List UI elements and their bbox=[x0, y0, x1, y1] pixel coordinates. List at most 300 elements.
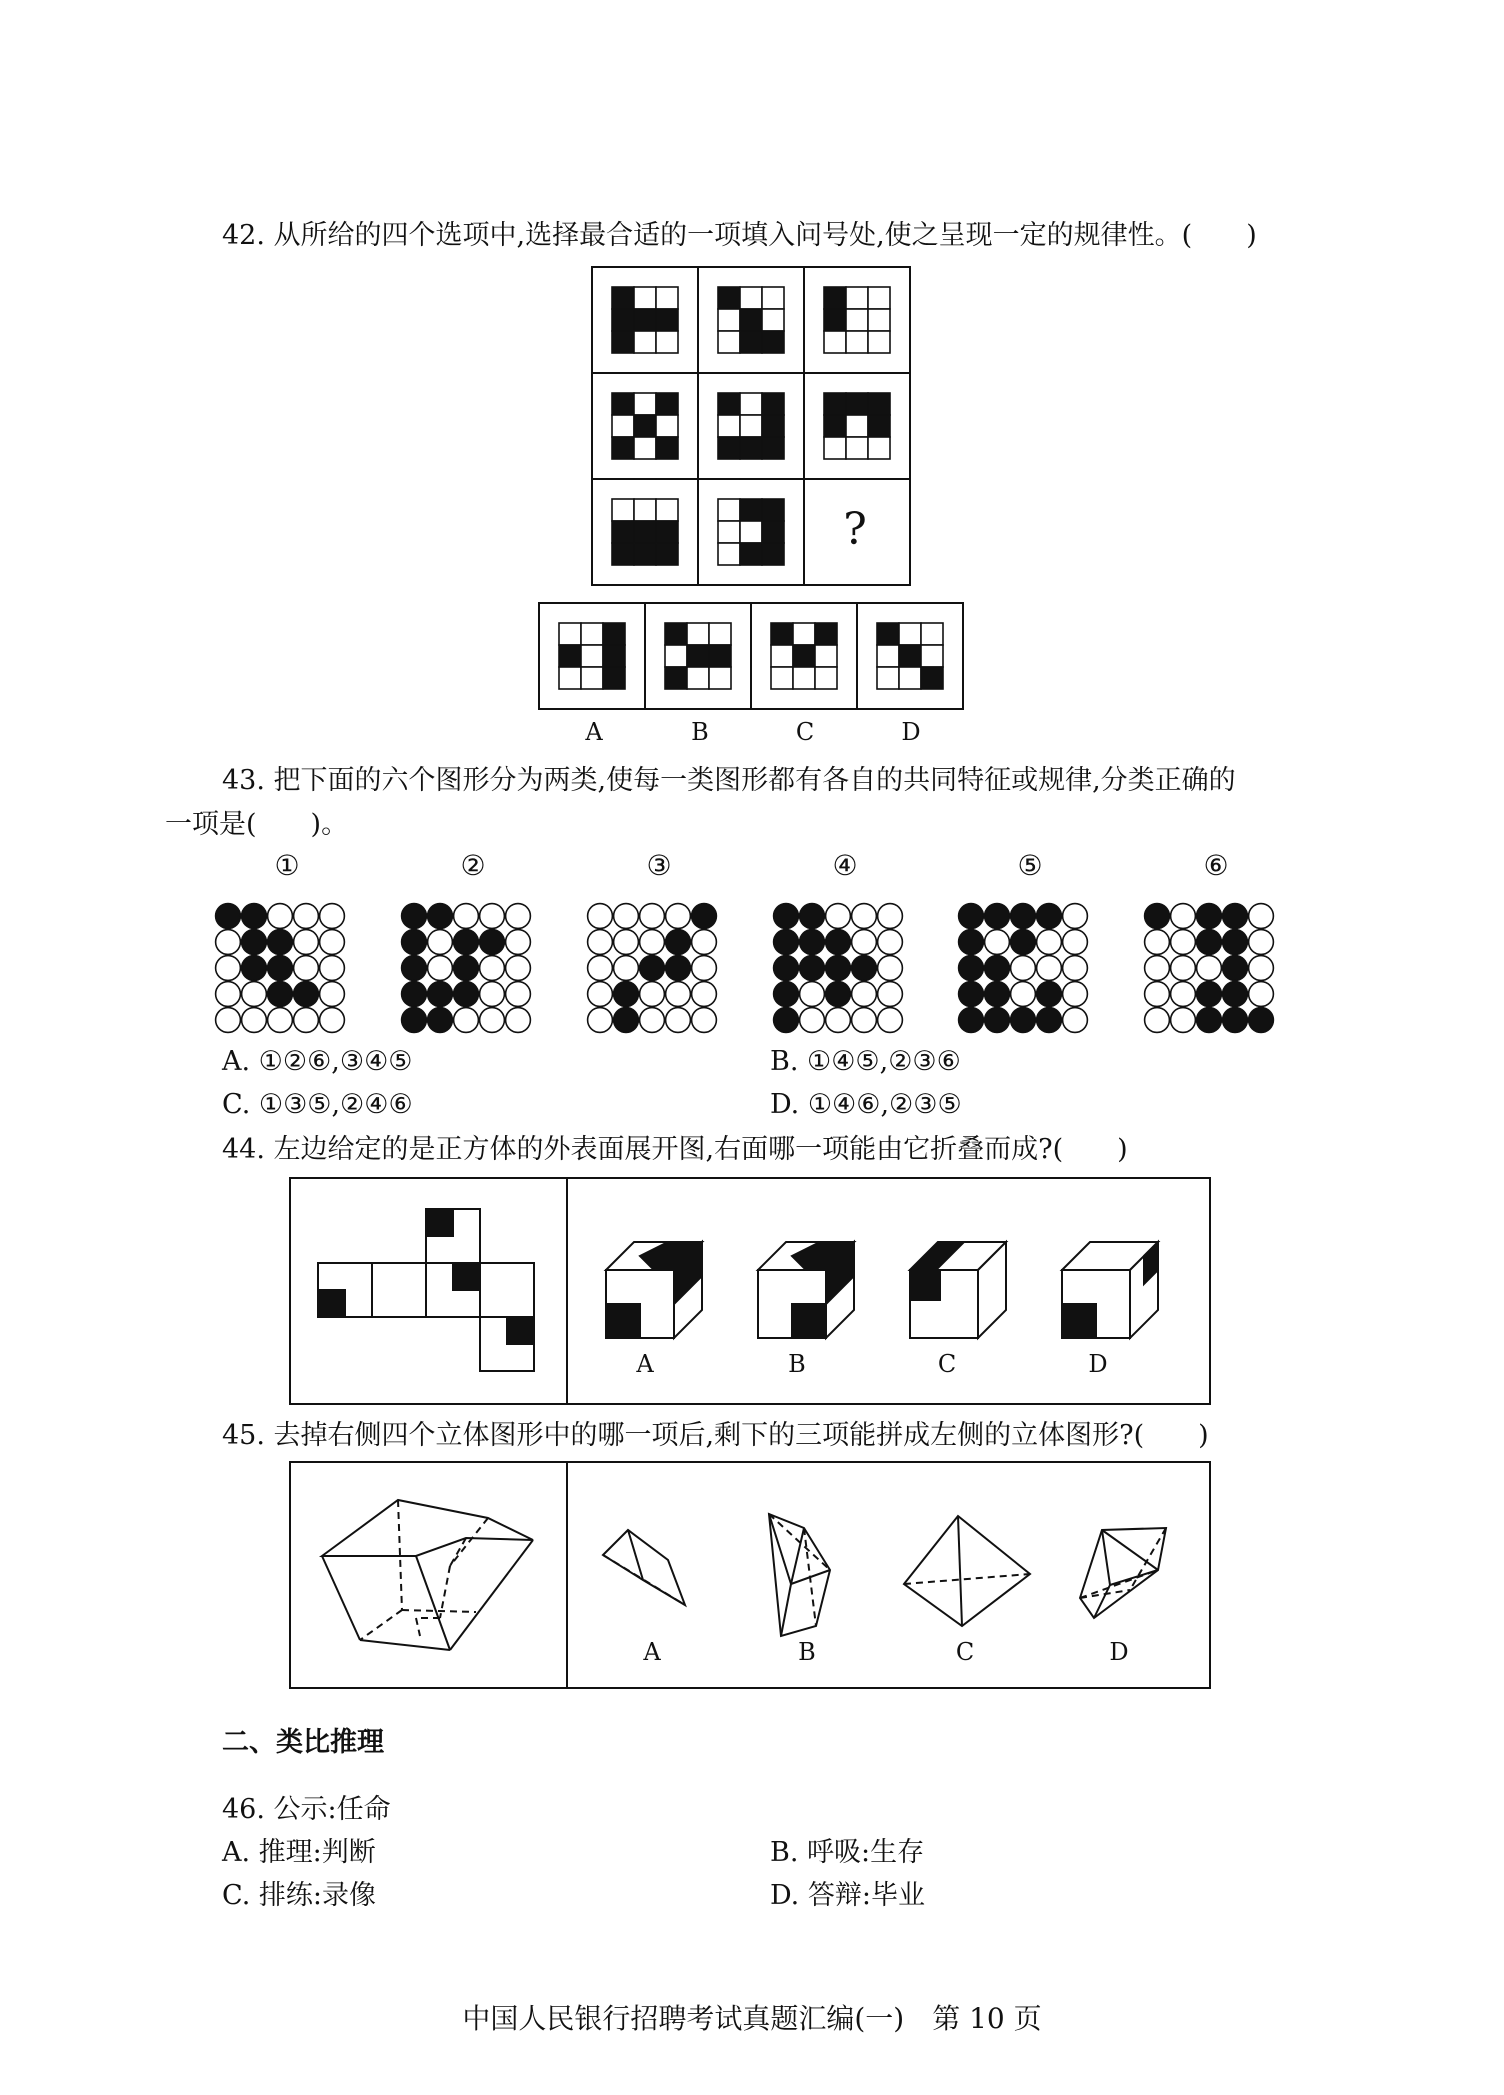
q43-figure-number-3: ③ bbox=[646, 849, 672, 882]
q46-choice-c: C. 排练:录像 bbox=[222, 1880, 376, 1911]
q43-dot bbox=[1249, 982, 1274, 1007]
q42-option-pattern-cell bbox=[793, 645, 815, 667]
q45-stem: 45. 去掉右侧四个立体图形中的哪一项后,剩下的三项能拼成左侧的立体图形?( ) bbox=[222, 1420, 1209, 1451]
q43-dot bbox=[985, 930, 1010, 955]
q43-dot bbox=[1223, 956, 1248, 981]
q43-dot bbox=[692, 956, 717, 981]
q45-option-c-edge bbox=[958, 1516, 962, 1626]
q43-dot bbox=[614, 956, 639, 981]
q42-option-pattern-cell bbox=[603, 667, 625, 689]
q43-dot bbox=[878, 930, 903, 955]
page-footer: 中国人民银行招聘考试真题汇编(一) 第 10 页 bbox=[462, 2002, 1042, 2035]
q43-stem-line1: 43. 把下面的六个图形分为两类,使每一类图形都有各自的共同特征或规律,分类正确的 bbox=[222, 765, 1236, 796]
q42-option-pattern-cell bbox=[899, 645, 921, 667]
q42-matrix-pattern-cell bbox=[740, 309, 762, 331]
q43-dot bbox=[878, 1008, 903, 1033]
q43-dot bbox=[506, 956, 531, 981]
q43-dot bbox=[774, 956, 799, 981]
q42-matrix-pattern-cell bbox=[612, 287, 634, 309]
q43-dot bbox=[506, 982, 531, 1007]
q43-dot bbox=[959, 1008, 984, 1033]
q42-option-pattern-cell bbox=[581, 623, 603, 645]
q43-dot bbox=[1063, 982, 1088, 1007]
q42-option-pattern-cell bbox=[815, 623, 837, 645]
q42-matrix-pattern-cell bbox=[846, 287, 868, 309]
q45-option-d-edge bbox=[1102, 1530, 1158, 1570]
q45-solid-top bbox=[322, 1500, 533, 1556]
q42-option-pattern-cell bbox=[687, 667, 709, 689]
q43-dot bbox=[242, 982, 267, 1007]
q45-frame bbox=[290, 1462, 1210, 1688]
q42-matrix-pattern-cell bbox=[612, 393, 634, 415]
q43-choice-c: C. ①③⑤,②④⑥ bbox=[222, 1089, 413, 1120]
q42-matrix-pattern-cell bbox=[656, 543, 678, 565]
q43-dot bbox=[320, 956, 345, 981]
q45-option-a-label: A bbox=[643, 1638, 661, 1666]
q43-dot bbox=[1171, 904, 1196, 929]
q45-option-d-shape bbox=[1080, 1528, 1166, 1618]
q43-dot bbox=[1145, 982, 1170, 1007]
q43-dot bbox=[1011, 904, 1036, 929]
q42-question-mark: ? bbox=[843, 504, 867, 555]
q42-matrix-pattern-cell bbox=[612, 543, 634, 565]
q42-matrix-pattern-cell bbox=[868, 309, 890, 331]
q46-choice-b: B. 呼吸:生存 bbox=[770, 1837, 925, 1868]
q43-dot bbox=[959, 904, 984, 929]
q42-matrix-pattern-cell bbox=[656, 309, 678, 331]
q43-dot bbox=[1145, 956, 1170, 981]
q42-option-d-label: D bbox=[901, 718, 921, 746]
q43-dot bbox=[1197, 982, 1222, 1007]
q42-option-pattern-cell bbox=[687, 623, 709, 645]
q42-matrix-pattern-cell bbox=[740, 543, 762, 565]
q42-option-pattern-cell bbox=[815, 645, 837, 667]
q42-matrix-pattern-cell bbox=[868, 287, 890, 309]
q42-option-pattern-cell bbox=[771, 645, 793, 667]
q43-dot bbox=[480, 956, 505, 981]
q43-dot bbox=[1171, 956, 1196, 981]
q42-matrix-pattern-cell bbox=[718, 331, 740, 353]
q44-cube-b-mark bbox=[792, 1304, 826, 1338]
q42-option-pattern-cell bbox=[581, 645, 603, 667]
q42-option-pattern-cell bbox=[665, 667, 687, 689]
q45-option-c-label: C bbox=[955, 1638, 975, 1666]
q43-dot bbox=[506, 930, 531, 955]
q42-matrix-pattern-cell bbox=[868, 437, 890, 459]
q43-dot bbox=[1171, 930, 1196, 955]
q46-choice-d: D. 答辩:毕业 bbox=[770, 1880, 925, 1911]
q42-option-b-label: B bbox=[691, 718, 709, 746]
q45-option-b-edge bbox=[781, 1584, 791, 1636]
q42-option-a-label: A bbox=[585, 718, 603, 746]
q43-figure-number-5: ⑤ bbox=[1017, 849, 1043, 882]
q44-option-b-label: B bbox=[788, 1350, 806, 1378]
q43-dot bbox=[1249, 904, 1274, 929]
q43-dot bbox=[294, 1008, 319, 1033]
q42-matrix-pattern-cell bbox=[740, 393, 762, 415]
q43-dot bbox=[242, 930, 267, 955]
q43-dot bbox=[454, 982, 479, 1007]
q43-dot bbox=[640, 982, 665, 1007]
q43-dot bbox=[852, 930, 877, 955]
q43-dot bbox=[242, 1008, 267, 1033]
q43-dot bbox=[294, 904, 319, 929]
q42-matrix-pattern-cell bbox=[634, 543, 656, 565]
q42-matrix-pattern-cell bbox=[824, 437, 846, 459]
q43-dot bbox=[640, 1008, 665, 1033]
q42-matrix-pattern-cell bbox=[612, 499, 634, 521]
q43-dot bbox=[402, 956, 427, 981]
q42-option-pattern-cell bbox=[877, 623, 899, 645]
q43-stem-line2: 一项是( )。 bbox=[165, 809, 349, 840]
q42-matrix-pattern-cell bbox=[634, 437, 656, 459]
q43-dot bbox=[692, 1008, 717, 1033]
q43-dot bbox=[480, 930, 505, 955]
q43-dot bbox=[268, 1008, 293, 1033]
q43-dot bbox=[216, 982, 241, 1007]
q43-dot bbox=[402, 904, 427, 929]
q43-dot bbox=[826, 930, 851, 955]
q43-dot bbox=[878, 956, 903, 981]
q43-dot bbox=[774, 982, 799, 1007]
q42-matrix-pattern-cell bbox=[846, 393, 868, 415]
q42-option-pattern-cell bbox=[921, 667, 943, 689]
q43-dot bbox=[826, 1008, 851, 1033]
q42-matrix-pattern-cell bbox=[846, 415, 868, 437]
q42-matrix-pattern-cell bbox=[634, 415, 656, 437]
q43-dot bbox=[294, 982, 319, 1007]
q45-solid-hidden bbox=[402, 1610, 476, 1612]
q43-dot bbox=[480, 982, 505, 1007]
q43-dot bbox=[1197, 956, 1222, 981]
q45-option-b-edge bbox=[791, 1528, 804, 1584]
q43-dot bbox=[774, 904, 799, 929]
q43-dot bbox=[294, 956, 319, 981]
q42-option-pattern-cell bbox=[793, 667, 815, 689]
q43-dot bbox=[614, 904, 639, 929]
q45-solid-edge bbox=[416, 1556, 450, 1650]
q43-dot bbox=[1011, 930, 1036, 955]
q42-matrix-pattern-cell bbox=[824, 415, 846, 437]
q44-cube-c-front-mark bbox=[910, 1270, 940, 1300]
q44-cube-d-mark bbox=[1062, 1304, 1096, 1338]
q42-matrix-pattern-cell bbox=[718, 393, 740, 415]
q43-dot bbox=[852, 1008, 877, 1033]
q42-matrix-pattern-cell bbox=[762, 543, 784, 565]
q44-option-d-label: D bbox=[1088, 1350, 1108, 1378]
q42-matrix-pattern-cell bbox=[634, 287, 656, 309]
q42-matrix-pattern-cell bbox=[740, 521, 762, 543]
q42-matrix-pattern-cell bbox=[656, 437, 678, 459]
q42-matrix-pattern-cell bbox=[612, 521, 634, 543]
q42-matrix-pattern-cell bbox=[868, 415, 890, 437]
q43-dot bbox=[454, 1008, 479, 1033]
q43-dot bbox=[1145, 904, 1170, 929]
q42-matrix-pattern-cell bbox=[824, 287, 846, 309]
q44-net-face bbox=[372, 1263, 426, 1317]
q43-dot bbox=[428, 930, 453, 955]
q43-dot bbox=[1223, 930, 1248, 955]
q44-option-c-label: C bbox=[937, 1350, 957, 1378]
q45-option-b-shape bbox=[769, 1514, 830, 1636]
q45-solid-hidden bbox=[416, 1618, 420, 1636]
q43-dot bbox=[320, 982, 345, 1007]
q43-dot bbox=[428, 982, 453, 1007]
q43-dot bbox=[268, 982, 293, 1007]
q43-dot bbox=[959, 956, 984, 981]
q42-matrix-pattern-cell bbox=[762, 393, 784, 415]
q42-matrix-pattern-cell bbox=[634, 331, 656, 353]
q42-matrix-pattern-cell bbox=[718, 521, 740, 543]
q42-option-pattern-cell bbox=[603, 623, 625, 645]
q42-matrix-pattern-cell bbox=[868, 393, 890, 415]
q43-dot bbox=[1249, 1008, 1274, 1033]
q42-matrix-pattern-cell bbox=[740, 331, 762, 353]
q42-option-pattern-cell bbox=[687, 645, 709, 667]
q42-matrix-pattern-cell bbox=[740, 415, 762, 437]
q43-dot bbox=[959, 982, 984, 1007]
q43-dot bbox=[852, 904, 877, 929]
q43-dot bbox=[800, 982, 825, 1007]
q43-dot bbox=[480, 904, 505, 929]
q42-matrix-pattern-cell bbox=[762, 499, 784, 521]
q43-dot bbox=[692, 904, 717, 929]
q43-dot bbox=[506, 1008, 531, 1033]
q46-choice-a: A. 推理:判断 bbox=[222, 1837, 376, 1868]
q42-matrix-pattern-cell bbox=[718, 415, 740, 437]
q42-matrix-pattern-cell bbox=[656, 393, 678, 415]
q43-dot bbox=[852, 956, 877, 981]
q43-dot bbox=[216, 930, 241, 955]
q43-dot bbox=[985, 956, 1010, 981]
q42-matrix-pattern-cell bbox=[718, 309, 740, 331]
q46-stem: 46. 公示:任命 bbox=[222, 1794, 391, 1825]
q42-option-pattern-cell bbox=[709, 645, 731, 667]
q43-dot bbox=[454, 930, 479, 955]
q42-option-pattern-cell bbox=[815, 667, 837, 689]
q43-dot bbox=[1197, 1008, 1222, 1033]
q43-dot bbox=[1197, 930, 1222, 955]
q43-dot bbox=[774, 930, 799, 955]
q43-dot bbox=[480, 1008, 505, 1033]
q43-dot bbox=[268, 904, 293, 929]
q43-dot bbox=[320, 1008, 345, 1033]
q45-option-c-hidden bbox=[904, 1574, 1030, 1584]
q43-dot bbox=[1223, 904, 1248, 929]
q42-matrix-pattern-cell bbox=[634, 499, 656, 521]
q42-matrix-pattern-cell bbox=[762, 437, 784, 459]
q43-choice-d: D. ①④⑥,②③⑤ bbox=[770, 1089, 962, 1120]
q43-dot bbox=[1011, 982, 1036, 1007]
q43-dot bbox=[666, 904, 691, 929]
q42-matrix-pattern-cell bbox=[656, 331, 678, 353]
q43-dot bbox=[800, 930, 825, 955]
q43-dot bbox=[985, 1008, 1010, 1033]
q43-dot bbox=[402, 982, 427, 1007]
q42-option-pattern-cell bbox=[877, 645, 899, 667]
q43-dot bbox=[959, 930, 984, 955]
q42-matrix-pattern-cell bbox=[846, 331, 868, 353]
q43-dot bbox=[1223, 982, 1248, 1007]
section2-heading: 二、类比推理 bbox=[222, 1727, 384, 1758]
q43-dot bbox=[800, 1008, 825, 1033]
q43-dot bbox=[1171, 982, 1196, 1007]
q43-dot bbox=[294, 930, 319, 955]
q44-option-a-label: A bbox=[636, 1350, 654, 1378]
q43-dot bbox=[985, 904, 1010, 929]
q42-option-pattern-cell bbox=[771, 667, 793, 689]
q43-dot bbox=[1037, 956, 1062, 981]
q45-solid-edge bbox=[450, 1540, 533, 1650]
q43-dot bbox=[1037, 982, 1062, 1007]
q43-figure-number-4: ④ bbox=[832, 849, 858, 882]
q43-dot bbox=[826, 982, 851, 1007]
q43-dot bbox=[985, 982, 1010, 1007]
q45-option-a-shape bbox=[603, 1530, 685, 1605]
q42-option-pattern-cell bbox=[899, 623, 921, 645]
q42-option-pattern-cell bbox=[771, 623, 793, 645]
q42-option-pattern-cell bbox=[665, 623, 687, 645]
q43-dot bbox=[878, 982, 903, 1007]
q42-matrix-pattern-cell bbox=[634, 309, 656, 331]
q43-dot bbox=[216, 904, 241, 929]
q42-matrix-pattern-cell bbox=[656, 521, 678, 543]
q43-dot bbox=[588, 1008, 613, 1033]
q44-net-face bbox=[480, 1263, 534, 1317]
q44-net-mark bbox=[453, 1263, 480, 1290]
q43-dot bbox=[640, 956, 665, 981]
q42-matrix-pattern-cell bbox=[846, 437, 868, 459]
q43-dot bbox=[1037, 1008, 1062, 1033]
q43-dot bbox=[640, 904, 665, 929]
q43-dot bbox=[320, 930, 345, 955]
q42-matrix-pattern-cell bbox=[740, 287, 762, 309]
q43-dot bbox=[242, 956, 267, 981]
q43-dot bbox=[1145, 930, 1170, 955]
q43-dot bbox=[852, 982, 877, 1007]
q43-choice-a: A. ①②⑥,③④⑤ bbox=[222, 1046, 413, 1077]
q43-choice-b: B. ①④⑤,②③⑥ bbox=[770, 1046, 961, 1077]
q43-dot bbox=[216, 956, 241, 981]
q42-matrix-pattern-cell bbox=[718, 287, 740, 309]
q43-dot bbox=[1223, 1008, 1248, 1033]
q43-dot bbox=[614, 982, 639, 1007]
q43-dot bbox=[1063, 1008, 1088, 1033]
q42-option-pattern-cell bbox=[709, 623, 731, 645]
q42-option-pattern-cell bbox=[581, 667, 603, 689]
q43-dot bbox=[666, 1008, 691, 1033]
q42-matrix-pattern-cell bbox=[762, 309, 784, 331]
q44-net-mark bbox=[318, 1290, 345, 1317]
q45-option-b-label: B bbox=[798, 1638, 816, 1666]
q45-option-c-shape bbox=[904, 1516, 1030, 1626]
q43-dot bbox=[506, 904, 531, 929]
q44-net-mark bbox=[426, 1209, 453, 1236]
q44-net-mark bbox=[507, 1317, 534, 1344]
q43-dot bbox=[666, 930, 691, 955]
q43-dot bbox=[268, 930, 293, 955]
q42-option-pattern-cell bbox=[559, 623, 581, 645]
q42-matrix-pattern-cell bbox=[656, 499, 678, 521]
q43-dot bbox=[588, 982, 613, 1007]
q42-option-c-label: C bbox=[795, 718, 815, 746]
q43-dot bbox=[800, 904, 825, 929]
q43-dot bbox=[1249, 930, 1274, 955]
q42-option-pattern-cell bbox=[603, 645, 625, 667]
q42-matrix-pattern-cell bbox=[762, 521, 784, 543]
q43-dot bbox=[588, 904, 613, 929]
q42-matrix-pattern-cell bbox=[718, 437, 740, 459]
q43-dot bbox=[692, 982, 717, 1007]
q43-dot bbox=[1037, 930, 1062, 955]
q42-matrix-pattern-cell bbox=[740, 499, 762, 521]
q42-matrix-pattern-cell bbox=[656, 287, 678, 309]
q43-dot bbox=[454, 904, 479, 929]
q44-cube-a-mark bbox=[606, 1304, 640, 1338]
q42-matrix-pattern-cell bbox=[824, 309, 846, 331]
q43-dot bbox=[428, 956, 453, 981]
q43-dot bbox=[1145, 1008, 1170, 1033]
q42-matrix-pattern-cell bbox=[612, 331, 634, 353]
q42-matrix-pattern-cell bbox=[846, 309, 868, 331]
q42-matrix-pattern-cell bbox=[718, 543, 740, 565]
q42-matrix-pattern-cell bbox=[824, 393, 846, 415]
q43-dot bbox=[588, 930, 613, 955]
q43-dot bbox=[692, 930, 717, 955]
q42-matrix-pattern-cell bbox=[718, 499, 740, 521]
q43-figure-number-1: ① bbox=[274, 849, 300, 882]
q42-option-pattern-cell bbox=[921, 645, 943, 667]
q43-dot bbox=[1249, 956, 1274, 981]
q43-dot bbox=[1037, 904, 1062, 929]
q45-solid-edge bbox=[360, 1640, 450, 1650]
q43-dot bbox=[1011, 1008, 1036, 1033]
q43-figure-number-6: ⑥ bbox=[1203, 849, 1229, 882]
q42-matrix-pattern-cell bbox=[634, 393, 656, 415]
q42-matrix-pattern-cell bbox=[824, 331, 846, 353]
q43-dot bbox=[614, 930, 639, 955]
q43-figure-number-2: ② bbox=[460, 849, 486, 882]
q43-dot bbox=[878, 904, 903, 929]
q42-matrix-pattern-cell bbox=[612, 309, 634, 331]
q43-dot bbox=[1063, 956, 1088, 981]
q43-dot bbox=[320, 904, 345, 929]
q42-matrix-pattern-cell bbox=[612, 415, 634, 437]
q42-matrix-pattern-cell bbox=[634, 521, 656, 543]
q42-matrix-pattern-cell bbox=[656, 415, 678, 437]
q42-matrix-pattern-cell bbox=[740, 437, 762, 459]
q42-stem: 42. 从所给的四个选项中,选择最合适的一项填入问号处,使之呈现一定的规律性。( ) bbox=[222, 220, 1257, 251]
q42-matrix-pattern-cell bbox=[762, 415, 784, 437]
q42-option-pattern-cell bbox=[899, 667, 921, 689]
q43-dot bbox=[1063, 930, 1088, 955]
q43-dot bbox=[216, 1008, 241, 1033]
q43-dot bbox=[268, 956, 293, 981]
q45-option-d-label: D bbox=[1109, 1638, 1129, 1666]
q43-dot bbox=[428, 1008, 453, 1033]
q42-option-pattern-cell bbox=[921, 623, 943, 645]
q43-dot bbox=[588, 956, 613, 981]
q43-dot bbox=[1063, 904, 1088, 929]
q42-matrix-pattern-cell bbox=[612, 437, 634, 459]
q45-option-d-edge bbox=[1102, 1530, 1110, 1585]
q44-stem: 44. 左边给定的是正方体的外表面展开图,右面哪一项能由它折叠而成?( ) bbox=[222, 1134, 1128, 1165]
q42-matrix-pattern-cell bbox=[762, 331, 784, 353]
q43-dot bbox=[666, 956, 691, 981]
q42-option-pattern-cell bbox=[665, 645, 687, 667]
q43-dot bbox=[774, 1008, 799, 1033]
q43-dot bbox=[1171, 1008, 1196, 1033]
